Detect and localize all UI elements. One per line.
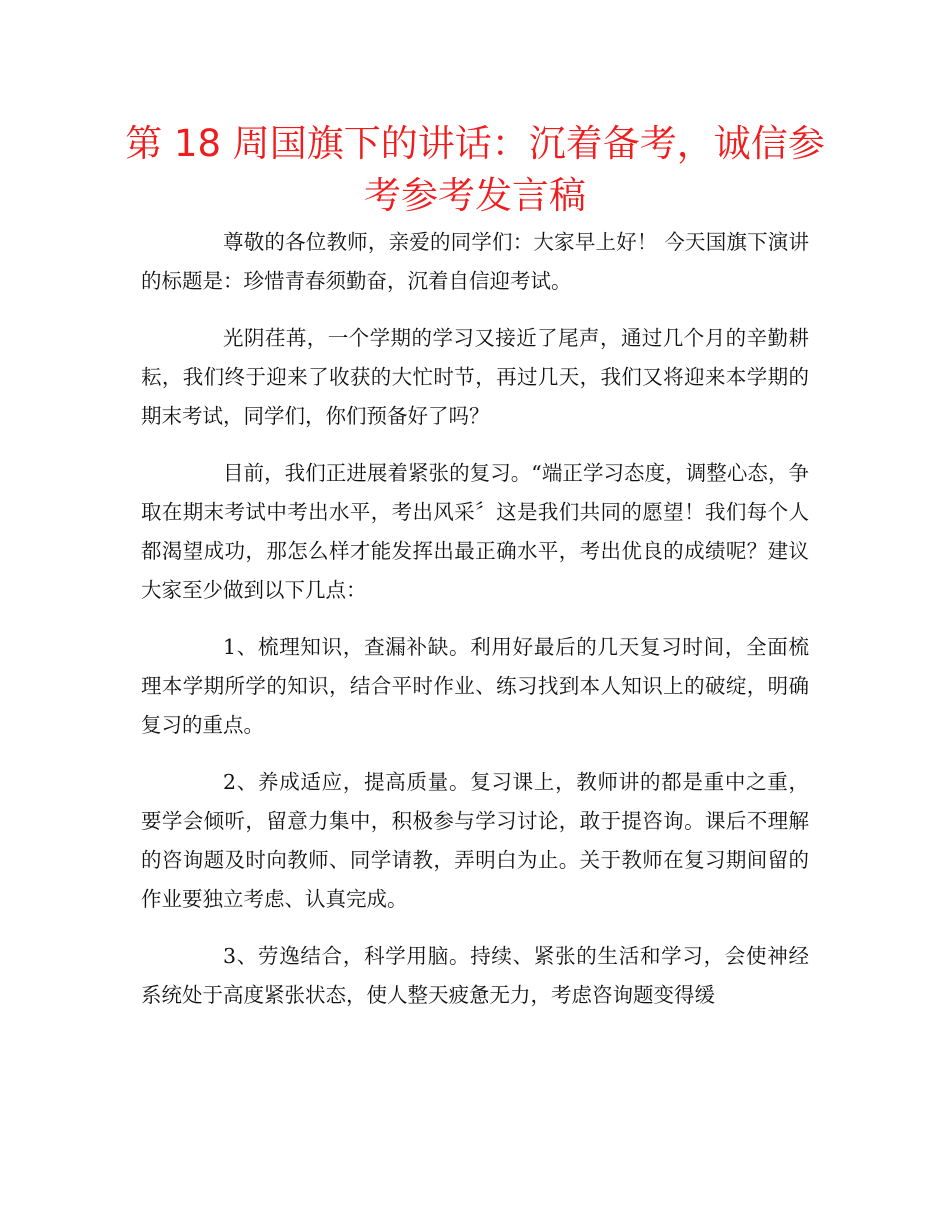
document-body — [141, 223, 809, 1033]
paragraph-point-3: 3、劳逸结合，科学用脑。持续、紧张的生活和学习，会使神经系统处于高度紧张状态，使人整天疲惫无力，考虑咨询题变得缓 — [141, 944, 809, 1007]
paragraph-point-1: 1、梳理知识，查漏补缺。利用好最后的几天复习时间，全面梳理本学期所学的知识，结合平时作业、练习找到本人知识上的破绽，明确复习的重点。 — [141, 635, 809, 737]
paragraph-point-2: 2、养成适应，提高质量。复习课上，教师讲的都是重中之重，要学会倾听，留意力集中，积极参与学习讨论，敢于提咨询。课后不理解的咨询题及时向教师、同学请教，弄明白为止。关于教师在复习期间留的作业要独立考虑、认真完成。 — [141, 770, 809, 911]
paragraph-greeting: 尊敬的各位教师，亲爱的同学们：大家早上好！ 今天国旗下演讲的标题是：珍惜青春须勤奋，沉着自信迎考试。 — [141, 230, 809, 293]
paragraph-review: 目前，我们正进展着紧张的复习。“端正学习态度，调整心态，争取在期末考试中考出水平，考出风采〞这是我们共同的愿望！我们每个人都渴望成功，那怎么样才能发挥出最正确水平，考出优良的成绩呢？建议大家至少做到以下几点： — [141, 461, 809, 602]
paragraph-intro: 光阴荏苒，一个学期的学习又接近了尾声，通过几个月的辛勤耕耘，我们终于迎来了收获的大忙时节，再过几天，我们又将迎来本学期的期末考试，同学们，你们预备好了吗？ — [141, 326, 809, 428]
document-title: 第 18 周国旗下的讲话：沉着备考，诚信参考参考发言稿 — [125, 122, 825, 217]
